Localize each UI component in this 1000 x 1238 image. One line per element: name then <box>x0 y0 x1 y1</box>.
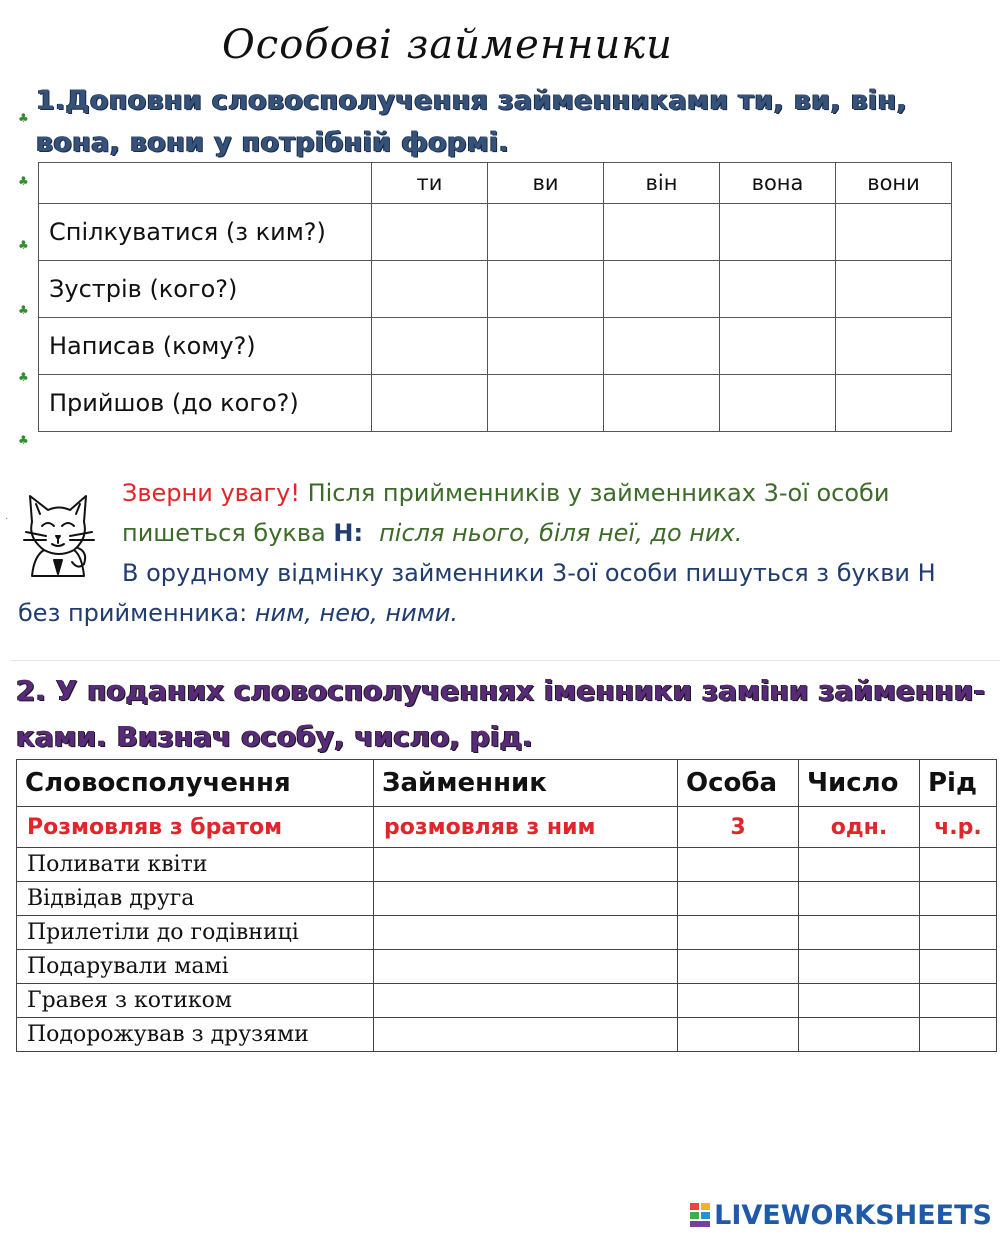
answer-cell[interactable] <box>799 984 920 1018</box>
answer-cell[interactable] <box>836 318 952 375</box>
answer-cell[interactable] <box>374 950 678 984</box>
example-phrase: Розмовляв з братом <box>17 807 374 848</box>
phrase-cell: Поливати квіти <box>17 848 374 882</box>
task2-heading: 2. У поданих словосполученнях іменники заміни займенни-ками. Визнач особу, число, рід. <box>16 674 986 753</box>
bullet-leaf-icon: ♣ <box>18 174 29 188</box>
answer-cell[interactable] <box>374 848 678 882</box>
column-header: вона <box>720 163 836 204</box>
answer-cell[interactable] <box>799 1018 920 1052</box>
answer-cell[interactable] <box>920 1018 997 1052</box>
table-row <box>39 261 952 318</box>
phrase-cell: Гравея з котиком <box>17 984 374 1018</box>
answer-cell[interactable] <box>604 375 720 432</box>
column-header: вони <box>836 163 952 204</box>
answer-cell[interactable] <box>720 204 836 261</box>
bullet-leaf-icon: ♣ <box>18 433 29 447</box>
column-header: Особа <box>678 760 799 807</box>
table-row <box>39 204 952 261</box>
note-text: пишеться буква <box>122 519 334 547</box>
row-label: Написав (кому?) <box>39 318 372 375</box>
logo-text: LIVEWORKSHEETS <box>714 1200 992 1231</box>
answer-cell[interactable] <box>836 375 952 432</box>
table-row <box>17 848 997 882</box>
thinking-cat-icon <box>18 490 100 582</box>
note-line-3: В орудному відмінку займенники 3-ої особи пишуться з букви Н <box>122 559 936 587</box>
answer-cell[interactable] <box>678 1018 799 1052</box>
answer-cell[interactable] <box>488 204 604 261</box>
note-text: без прийменника: <box>18 599 255 627</box>
example-person: 3 <box>678 807 799 848</box>
table-row <box>39 318 952 375</box>
letter-n: Н: <box>333 519 364 547</box>
phrase-cell: Відвідав друга <box>17 882 374 916</box>
answer-cell[interactable] <box>374 916 678 950</box>
note-line-2 <box>122 513 742 553</box>
column-header: ти <box>372 163 488 204</box>
bullet-leaf-icon: ♣ <box>18 111 29 125</box>
phrase-cell: Подорожував з друзями <box>17 1018 374 1052</box>
answer-cell[interactable] <box>488 261 604 318</box>
examples-text: ним, нею, ними. <box>254 599 459 627</box>
row-label: Зустрів (кого?) <box>39 261 372 318</box>
answer-cell[interactable] <box>604 261 720 318</box>
answer-cell[interactable] <box>374 1018 678 1052</box>
answer-cell[interactable] <box>720 318 836 375</box>
table-row <box>17 1018 997 1052</box>
column-header: ви <box>488 163 604 204</box>
answer-cell[interactable] <box>488 318 604 375</box>
table-row <box>39 375 952 432</box>
table-row <box>17 950 997 984</box>
answer-cell[interactable] <box>720 375 836 432</box>
answer-cell[interactable] <box>372 204 488 261</box>
column-header: він <box>604 163 720 204</box>
answer-cell[interactable] <box>374 882 678 916</box>
answer-cell[interactable] <box>799 848 920 882</box>
column-header: Словосполучення <box>17 760 374 807</box>
divider <box>10 660 1000 661</box>
answer-cell[interactable] <box>372 261 488 318</box>
answer-cell[interactable] <box>374 984 678 1018</box>
answer-cell[interactable] <box>678 916 799 950</box>
liveworksheets-mark-icon <box>689 1202 711 1228</box>
answer-cell[interactable] <box>678 984 799 1018</box>
attention-label: Зверни увагу! <box>122 479 300 507</box>
page-title: Особові займенники <box>222 22 673 68</box>
task2-header-row <box>17 760 997 807</box>
note-line-4 <box>18 593 458 633</box>
answer-cell[interactable] <box>720 261 836 318</box>
answer-cell[interactable] <box>488 375 604 432</box>
answer-cell[interactable] <box>920 916 997 950</box>
task1-heading: 1.Доповни словосполучення займенниками ти, ви, він, вона, вони у потрібній формі. <box>36 85 908 158</box>
example-gender: ч.р. <box>920 807 997 848</box>
dot-marker: · <box>5 514 9 525</box>
table-row <box>17 984 997 1018</box>
column-header: Рід <box>920 760 997 807</box>
bullet-leaf-icon: ♣ <box>18 370 29 384</box>
bullet-leaf-icon: ♣ <box>18 238 29 252</box>
table-row <box>17 882 997 916</box>
answer-cell[interactable] <box>372 318 488 375</box>
row-label: Спілкуватися (з ким?) <box>39 204 372 261</box>
answer-cell[interactable] <box>799 950 920 984</box>
example-pronoun: розмовляв з ним <box>374 807 678 848</box>
note-line-1 <box>122 473 889 513</box>
note-text: Після прийменників у займенниках 3-ої особи <box>299 479 890 507</box>
liveworksheets-logo[interactable] <box>689 1200 992 1231</box>
answer-cell[interactable] <box>799 916 920 950</box>
row-label: Прийшов (до кого?) <box>39 375 372 432</box>
answer-cell[interactable] <box>678 882 799 916</box>
phrase-cell: Подарували мамі <box>17 950 374 984</box>
answer-cell[interactable] <box>920 882 997 916</box>
answer-cell[interactable] <box>604 204 720 261</box>
bullet-leaf-icon: ♣ <box>18 303 29 317</box>
column-header: Займенник <box>374 760 678 807</box>
task1-corner-cell <box>39 163 372 204</box>
table-row <box>17 916 997 950</box>
answer-cell[interactable] <box>678 950 799 984</box>
answer-cell[interactable] <box>678 848 799 882</box>
answer-cell[interactable] <box>836 261 952 318</box>
answer-cell[interactable] <box>604 318 720 375</box>
answer-cell[interactable] <box>920 848 997 882</box>
task1-table <box>38 162 952 432</box>
answer-cell[interactable] <box>920 984 997 1018</box>
answer-cell[interactable] <box>799 882 920 916</box>
examples-text: після нього, біля неї, до них. <box>379 519 743 547</box>
column-header: Число <box>799 760 920 807</box>
example-row <box>17 807 997 848</box>
answer-cell[interactable] <box>372 375 488 432</box>
task2-table <box>16 759 997 1052</box>
example-number: одн. <box>799 807 920 848</box>
answer-cell[interactable] <box>920 950 997 984</box>
task1-header-row <box>39 163 952 204</box>
answer-cell[interactable] <box>836 204 952 261</box>
phrase-cell: Прилетіли до годівниці <box>17 916 374 950</box>
